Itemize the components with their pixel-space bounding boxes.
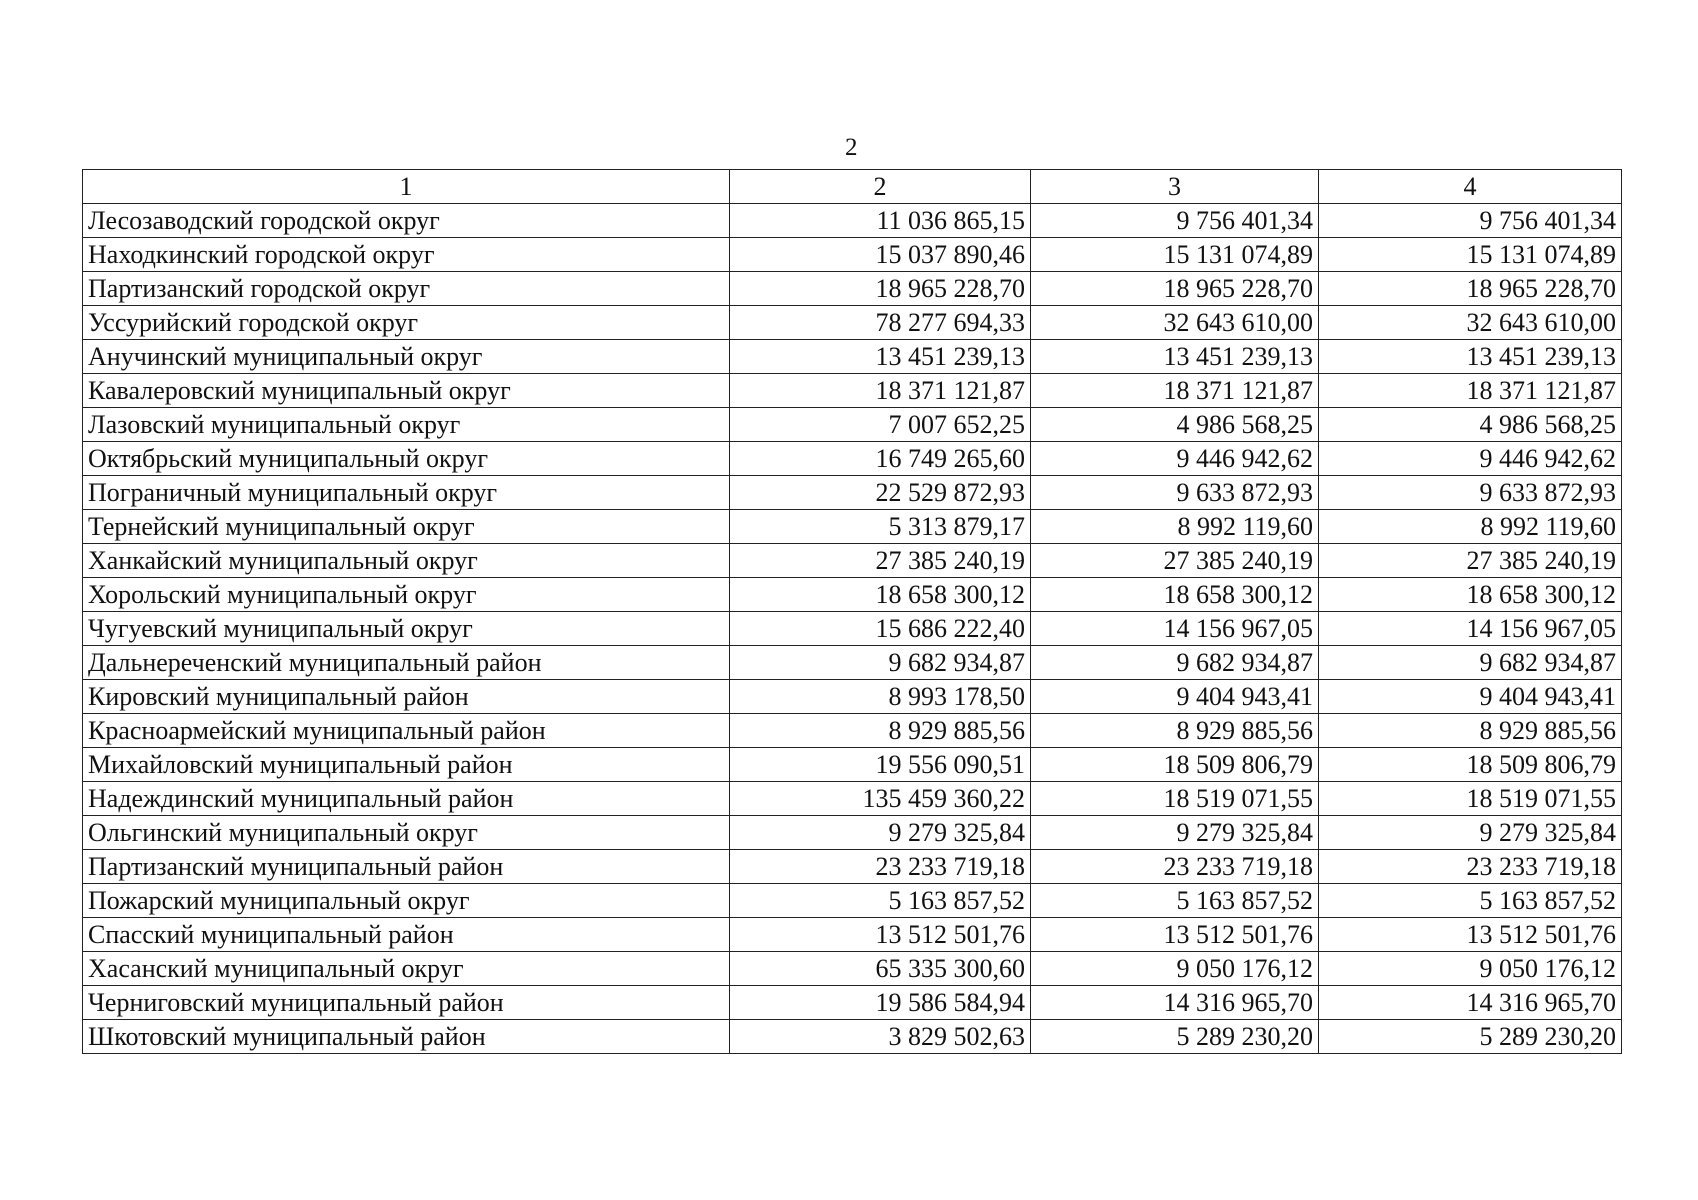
row-value-col2: 8 929 885,56 — [730, 714, 1031, 748]
table-row — [83, 748, 1622, 782]
header-row — [83, 170, 1622, 204]
row-name-cell: Михайловский муниципальный район — [83, 748, 730, 782]
row-value-col4: 13 512 501,76 — [1319, 918, 1622, 952]
row-value-col4: 9 633 872,93 — [1319, 476, 1622, 510]
row-value-col2: 16 749 265,60 — [730, 442, 1031, 476]
row-value-col2: 15 037 890,46 — [730, 238, 1031, 272]
row-value-col4: 23 233 719,18 — [1319, 850, 1622, 884]
table-row — [83, 816, 1622, 850]
table-row — [83, 306, 1622, 340]
row-name-cell: Хорольский муниципальный округ — [83, 578, 730, 612]
data-table — [82, 169, 1622, 1054]
table-row — [83, 884, 1622, 918]
row-value-col3: 9 446 942,62 — [1031, 442, 1319, 476]
row-value-col3: 9 682 934,87 — [1031, 646, 1319, 680]
row-value-col2: 65 335 300,60 — [730, 952, 1031, 986]
row-name-cell: Тернейский муниципальный округ — [83, 510, 730, 544]
table-row — [83, 578, 1622, 612]
table-row — [83, 782, 1622, 816]
row-value-col4: 18 658 300,12 — [1319, 578, 1622, 612]
row-value-col3: 18 519 071,55 — [1031, 782, 1319, 816]
row-value-col3: 9 279 325,84 — [1031, 816, 1319, 850]
row-name-cell: Партизанский городской округ — [83, 272, 730, 306]
row-name-cell: Черниговский муниципальный район — [83, 986, 730, 1020]
row-value-col3: 14 316 965,70 — [1031, 986, 1319, 1020]
row-name-cell: Кавалеровский муниципальный округ — [83, 374, 730, 408]
row-name-cell: Пожарский муниципальный округ — [83, 884, 730, 918]
column-header-2: 2 — [730, 170, 1031, 204]
row-value-col4: 8 992 119,60 — [1319, 510, 1622, 544]
row-name-cell: Находкинский городской округ — [83, 238, 730, 272]
table-row — [83, 714, 1622, 748]
row-value-col4: 13 451 239,13 — [1319, 340, 1622, 374]
row-value-col3: 18 509 806,79 — [1031, 748, 1319, 782]
row-value-col4: 18 519 071,55 — [1319, 782, 1622, 816]
page-number-text: 2 — [845, 134, 858, 161]
row-value-col4: 9 404 943,41 — [1319, 680, 1622, 714]
table-row — [83, 204, 1622, 238]
column-header-4: 4 — [1319, 170, 1622, 204]
table-row — [83, 612, 1622, 646]
table-row — [83, 646, 1622, 680]
row-value-col3: 5 163 857,52 — [1031, 884, 1319, 918]
row-value-col3: 8 929 885,56 — [1031, 714, 1319, 748]
row-name-cell: Партизанский муниципальный район — [83, 850, 730, 884]
row-value-col4: 27 385 240,19 — [1319, 544, 1622, 578]
row-value-col3: 9 756 401,34 — [1031, 204, 1319, 238]
row-name-cell: Октябрьский муниципальный округ — [83, 442, 730, 476]
table-row — [83, 918, 1622, 952]
row-value-col2: 78 277 694,33 — [730, 306, 1031, 340]
table-row — [83, 442, 1622, 476]
row-value-col2: 9 682 934,87 — [730, 646, 1031, 680]
row-value-col4: 15 131 074,89 — [1319, 238, 1622, 272]
column-header-1: 1 — [83, 170, 730, 204]
table-body — [83, 204, 1622, 1054]
row-name-cell: Чугуевский муниципальный округ — [83, 612, 730, 646]
row-value-col4: 4 986 568,25 — [1319, 408, 1622, 442]
row-value-col2: 18 965 228,70 — [730, 272, 1031, 306]
table-row — [83, 272, 1622, 306]
table-row — [83, 1020, 1622, 1054]
table-header — [83, 170, 1622, 204]
row-value-col3: 18 965 228,70 — [1031, 272, 1319, 306]
row-name-cell: Надеждинский муниципальный район — [83, 782, 730, 816]
table-row — [83, 680, 1622, 714]
row-value-col3: 8 992 119,60 — [1031, 510, 1319, 544]
row-value-col4: 18 371 121,87 — [1319, 374, 1622, 408]
table-row — [83, 476, 1622, 510]
row-name-cell: Кировский муниципальный район — [83, 680, 730, 714]
table-row — [83, 510, 1622, 544]
row-value-col4: 9 446 942,62 — [1319, 442, 1622, 476]
row-value-col3: 32 643 610,00 — [1031, 306, 1319, 340]
table-row — [83, 952, 1622, 986]
column-header-3: 3 — [1031, 170, 1319, 204]
row-value-col4: 18 965 228,70 — [1319, 272, 1622, 306]
row-value-col2: 22 529 872,93 — [730, 476, 1031, 510]
row-value-col2: 135 459 360,22 — [730, 782, 1031, 816]
row-value-col2: 8 993 178,50 — [730, 680, 1031, 714]
row-value-col4: 9 279 325,84 — [1319, 816, 1622, 850]
row-value-col4: 8 929 885,56 — [1319, 714, 1622, 748]
row-value-col2: 15 686 222,40 — [730, 612, 1031, 646]
table-row — [83, 986, 1622, 1020]
table-row — [83, 340, 1622, 374]
row-name-cell: Дальнереченский муниципальный район — [83, 646, 730, 680]
row-name-cell: Ханкайский муниципальный округ — [83, 544, 730, 578]
table-row — [83, 374, 1622, 408]
row-name-cell: Лазовский муниципальный округ — [83, 408, 730, 442]
row-name-cell: Лесозаводский городской округ — [83, 204, 730, 238]
row-value-col3: 9 404 943,41 — [1031, 680, 1319, 714]
row-name-cell: Хасанский муниципальный округ — [83, 952, 730, 986]
row-value-col3: 23 233 719,18 — [1031, 850, 1319, 884]
row-value-col4: 14 156 967,05 — [1319, 612, 1622, 646]
row-value-col3: 18 658 300,12 — [1031, 578, 1319, 612]
table-row — [83, 544, 1622, 578]
row-value-col3: 27 385 240,19 — [1031, 544, 1319, 578]
row-value-col4: 9 050 176,12 — [1319, 952, 1622, 986]
row-value-col4: 9 682 934,87 — [1319, 646, 1622, 680]
row-value-col2: 7 007 652,25 — [730, 408, 1031, 442]
row-value-col2: 13 451 239,13 — [730, 340, 1031, 374]
row-value-col2: 9 279 325,84 — [730, 816, 1031, 850]
row-value-col2: 27 385 240,19 — [730, 544, 1031, 578]
row-value-col2: 19 556 090,51 — [730, 748, 1031, 782]
row-value-col3: 9 050 176,12 — [1031, 952, 1319, 986]
row-value-col4: 32 643 610,00 — [1319, 306, 1622, 340]
row-value-col3: 14 156 967,05 — [1031, 612, 1319, 646]
row-value-col3: 13 512 501,76 — [1031, 918, 1319, 952]
row-value-col3: 18 371 121,87 — [1031, 374, 1319, 408]
row-value-col4: 5 163 857,52 — [1319, 884, 1622, 918]
row-value-col2: 19 586 584,94 — [730, 986, 1031, 1020]
row-name-cell: Уссурийский городской округ — [83, 306, 730, 340]
row-name-cell: Ольгинский муниципальный округ — [83, 816, 730, 850]
row-value-col2: 18 371 121,87 — [730, 374, 1031, 408]
row-value-col2: 18 658 300,12 — [730, 578, 1031, 612]
row-value-col2: 5 313 879,17 — [730, 510, 1031, 544]
row-name-cell: Спасский муниципальный район — [83, 918, 730, 952]
row-value-col4: 18 509 806,79 — [1319, 748, 1622, 782]
table-row — [83, 408, 1622, 442]
row-name-cell: Пограничный муниципальный округ — [83, 476, 730, 510]
row-value-col2: 5 163 857,52 — [730, 884, 1031, 918]
row-value-col3: 9 633 872,93 — [1031, 476, 1319, 510]
row-name-cell: Красноармейский муниципальный район — [83, 714, 730, 748]
row-value-col3: 5 289 230,20 — [1031, 1020, 1319, 1054]
row-value-col2: 13 512 501,76 — [730, 918, 1031, 952]
row-value-col2: 3 829 502,63 — [730, 1020, 1031, 1054]
row-value-col4: 14 316 965,70 — [1319, 986, 1622, 1020]
table-row — [83, 850, 1622, 884]
row-value-col3: 13 451 239,13 — [1031, 340, 1319, 374]
row-name-cell: Шкотовский муниципальный район — [83, 1020, 730, 1054]
row-value-col4: 9 756 401,34 — [1319, 204, 1622, 238]
table-row — [83, 238, 1622, 272]
row-value-col4: 5 289 230,20 — [1319, 1020, 1622, 1054]
row-value-col3: 15 131 074,89 — [1031, 238, 1319, 272]
row-value-col3: 4 986 568,25 — [1031, 408, 1319, 442]
row-value-col2: 11 036 865,15 — [730, 204, 1031, 238]
row-name-cell: Анучинский муниципальный округ — [83, 340, 730, 374]
row-value-col2: 23 233 719,18 — [730, 850, 1031, 884]
